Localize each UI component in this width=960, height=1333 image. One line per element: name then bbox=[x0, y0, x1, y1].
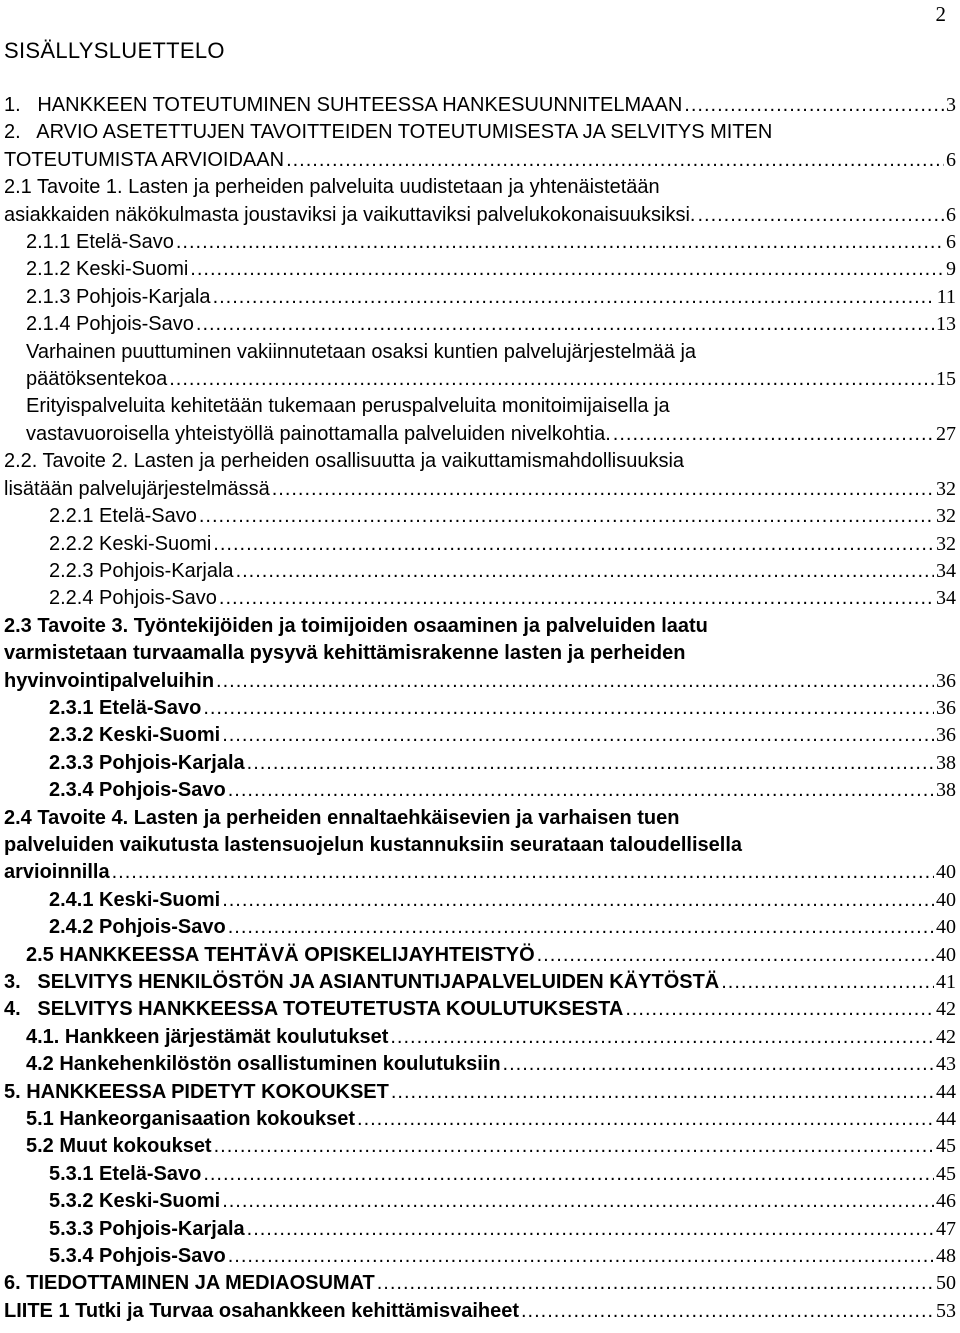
toc-page-number: 34 bbox=[936, 587, 956, 610]
dot-leader bbox=[377, 1270, 934, 1297]
dot-leader bbox=[222, 887, 934, 914]
toc-entry[interactable] bbox=[4, 750, 956, 777]
toc-entry[interactable] bbox=[4, 311, 956, 338]
dot-leader bbox=[247, 1216, 934, 1243]
toc-entry-text: varmistetaan turvaamalla pysyvä kehittämisrakenne lasten ja perheiden bbox=[4, 642, 686, 665]
toc-page-number: 27 bbox=[936, 422, 956, 445]
dot-leader bbox=[222, 722, 934, 749]
dot-leader bbox=[684, 92, 944, 119]
dot-leader bbox=[196, 311, 934, 338]
page-title: SISÄLLYSLUETTELO bbox=[4, 38, 225, 63]
toc-entry-text: 2.2. Tavoite 2. Lasten ja perheiden osallisuutta ja vaikuttamismahdollisuuksia bbox=[4, 450, 685, 473]
toc-entry-text: 4.2 Hankehenkilöstön osallistuminen koulutuksiin bbox=[26, 1053, 501, 1076]
dot-leader bbox=[236, 558, 934, 585]
toc-page-number: 36 bbox=[936, 669, 956, 692]
dot-leader bbox=[228, 1243, 934, 1270]
toc-page-number: 36 bbox=[936, 724, 956, 747]
dot-leader bbox=[190, 256, 944, 283]
dot-leader bbox=[357, 1106, 934, 1133]
dot-leader bbox=[391, 1079, 934, 1106]
dot-leader bbox=[214, 1133, 934, 1160]
toc-entry[interactable] bbox=[4, 393, 956, 448]
toc-entry-text: 2.2.4 Pohjois-Savo bbox=[49, 587, 217, 610]
toc-page-number: 34 bbox=[936, 559, 956, 582]
toc-entry[interactable] bbox=[4, 339, 956, 394]
toc-entry[interactable] bbox=[4, 887, 956, 914]
toc-page-number: 43 bbox=[936, 1053, 956, 1076]
toc-entry-text: 5.2 Muut kokoukset bbox=[26, 1135, 212, 1158]
toc-entry-text: 5.1 Hankeorganisaation kokoukset bbox=[26, 1108, 356, 1131]
toc-entry[interactable] bbox=[4, 942, 956, 969]
toc-entry-text: 4. SELVITYS HANKKEESSA TOTEUTETUSTA KOULUTUKSESTA bbox=[4, 998, 624, 1021]
toc-page-number: 45 bbox=[936, 1162, 956, 1185]
toc-page-number: 15 bbox=[936, 368, 956, 391]
dot-leader bbox=[390, 1024, 934, 1051]
toc-entry-text: 1. HANKKEEN TOTEUTUMINEN SUHTEESSA HANKESUUNNITELMAAN bbox=[4, 94, 683, 116]
toc-entry-text: päätöksentekoa bbox=[26, 368, 168, 391]
toc-entry-text: 2.3.1 Etelä-Savo bbox=[49, 696, 202, 719]
toc-entry-text: 2.3.2 Keski-Suomi bbox=[49, 724, 221, 747]
toc-page-number: 42 bbox=[936, 1025, 956, 1048]
toc-page-number: 40 bbox=[936, 888, 956, 911]
toc-page-number: 32 bbox=[936, 477, 956, 500]
toc-page-number: 42 bbox=[936, 998, 956, 1021]
toc-entry-text: 5.3.2 Keski-Suomi bbox=[49, 1190, 221, 1213]
toc-page-number: 11 bbox=[936, 285, 956, 308]
toc-entry-text: 2.1.2 Keski-Suomi bbox=[26, 258, 189, 281]
dot-leader bbox=[219, 585, 934, 612]
dot-leader bbox=[228, 914, 934, 941]
toc-entry-text: 2.1.4 Pohjois-Savo bbox=[26, 313, 194, 336]
dot-leader bbox=[503, 1051, 934, 1078]
toc-entry-text: 2.1.1 Etelä-Savo bbox=[26, 231, 174, 254]
dot-leader bbox=[625, 996, 934, 1023]
toc-entry[interactable] bbox=[4, 284, 956, 311]
toc-entry-text: TOTEUTUMISTA ARVIOIDAAN bbox=[4, 148, 285, 171]
toc-entry[interactable] bbox=[4, 503, 956, 530]
dot-leader bbox=[228, 777, 934, 804]
toc-entry-text: 5.3.1 Etelä-Savo bbox=[49, 1162, 202, 1185]
toc-entry-text: vastavuoroisella yhteistyöllä painottamalla palveluiden nivelkohtia. bbox=[26, 422, 611, 445]
toc-entry-text: 2.4.1 Keski-Suomi bbox=[49, 888, 221, 911]
dot-leader bbox=[521, 1298, 934, 1325]
dot-leader bbox=[213, 284, 935, 311]
toc-entry-text: 2.2.1 Etelä-Savo bbox=[49, 505, 197, 528]
dot-leader bbox=[213, 531, 934, 558]
toc-page-number: 46 bbox=[936, 1190, 956, 1213]
toc-entry[interactable] bbox=[4, 1298, 956, 1325]
toc-page-number: 3 bbox=[946, 94, 956, 116]
toc-page-number: 40 bbox=[936, 943, 956, 966]
toc-entry-text: 2.3.4 Pohjois-Savo bbox=[49, 779, 226, 802]
toc-entry-text: 2.1.3 Pohjois-Karjala bbox=[26, 285, 211, 308]
toc-page-number: 38 bbox=[936, 779, 956, 802]
toc-entry[interactable] bbox=[4, 585, 956, 612]
dot-leader bbox=[222, 1188, 934, 1215]
dot-leader bbox=[169, 366, 934, 393]
toc-entry[interactable] bbox=[4, 777, 956, 804]
toc-entry[interactable] bbox=[4, 1051, 956, 1078]
toc-entry[interactable] bbox=[4, 1270, 956, 1297]
dot-leader bbox=[721, 969, 934, 996]
dot-leader bbox=[203, 695, 934, 722]
toc-entry[interactable] bbox=[4, 531, 956, 558]
toc-entry-text: 2.4 Tavoite 4. Lasten ja perheiden ennaltaehkäisevien ja varhaisen tuen bbox=[4, 806, 680, 829]
toc-entry-text: 6. TIEDOTTAMINEN JA MEDIAOSUMAT bbox=[4, 1272, 375, 1295]
toc-page-number: 6 bbox=[946, 231, 956, 254]
toc-entry-text: 2.2.3 Pohjois-Karjala bbox=[49, 559, 234, 582]
toc-page-number: 48 bbox=[936, 1245, 956, 1268]
dot-leader bbox=[199, 503, 934, 530]
dot-leader bbox=[176, 229, 944, 256]
toc-page-number: 47 bbox=[936, 1217, 956, 1240]
toc-entry-text: 2. ARVIO ASETETTUJEN TAVOITTEIDEN TOTEUTUMISESTA JA SELVITYS MITEN bbox=[4, 121, 773, 144]
toc-page-number: 36 bbox=[936, 696, 956, 719]
toc-entry[interactable] bbox=[4, 1243, 956, 1270]
toc-entry[interactable] bbox=[4, 996, 956, 1023]
toc-entry[interactable] bbox=[4, 695, 956, 722]
toc-entry[interactable] bbox=[4, 969, 956, 996]
toc-entry-text: LIITE 1 Tutki ja Turvaa osahankkeen kehittämisvaiheet bbox=[4, 1299, 519, 1322]
toc-entry-text: 2.2.2 Keski-Suomi bbox=[49, 532, 212, 555]
dot-leader bbox=[613, 421, 934, 448]
toc-entry-text: 2.3 Tavoite 3. Työntekijöiden ja toimijoiden osaaminen ja palveluiden laatu bbox=[4, 614, 708, 637]
toc-entry-text: 2.5 HANKKEESSA TEHTÄVÄ OPISKELIJAYHTEISTYÖ bbox=[26, 943, 535, 966]
toc-entry-text: Varhainen puuttuminen vakiinnutetaan osaksi kuntien palvelujärjestelmää ja bbox=[26, 340, 697, 363]
toc-entry-text: 2.3.3 Pohjois-Karjala bbox=[49, 751, 245, 774]
page-number: 2 bbox=[935, 2, 946, 26]
toc-entry-text: Erityispalveluita kehitetään tukemaan peruspalveluita monitoimijaisella ja bbox=[26, 395, 670, 418]
dot-leader bbox=[697, 202, 944, 229]
toc-entry-text: 3. SELVITYS HENKILÖSTÖN JA ASIANTUNTIJAPALVELUIDEN KÄYTÖSTÄ bbox=[4, 971, 720, 993]
toc-entry[interactable] bbox=[4, 558, 956, 585]
toc-entry[interactable] bbox=[4, 1188, 956, 1215]
toc-entry-text: 5.3.3 Pohjois-Karjala bbox=[49, 1217, 245, 1240]
toc-entry-text: asiakkaiden näkökulmasta joustaviksi ja vaikuttaviksi palvelukokonaisuuksiksi. bbox=[4, 203, 696, 226]
toc-entry[interactable] bbox=[4, 722, 956, 749]
toc-page-number: 41 bbox=[936, 971, 956, 993]
toc-entry[interactable] bbox=[4, 1079, 956, 1106]
toc-entry-text: 5.3.4 Pohjois-Savo bbox=[49, 1245, 226, 1268]
toc-entry-text: 4.1. Hankkeen järjestämät koulutukset bbox=[26, 1025, 389, 1048]
toc-entry[interactable] bbox=[4, 914, 956, 941]
toc-page-number: 13 bbox=[936, 313, 956, 336]
toc-page-number: 32 bbox=[936, 532, 956, 555]
toc-entry-text: 5. HANKKEESSA PIDETYT KOKOUKSET bbox=[4, 1080, 389, 1103]
toc-entry[interactable] bbox=[4, 256, 956, 283]
toc-entry[interactable] bbox=[4, 1133, 956, 1160]
dot-leader bbox=[203, 1161, 934, 1188]
toc-page-number: 53 bbox=[936, 1299, 956, 1322]
toc-page-number: 50 bbox=[936, 1272, 956, 1295]
toc-entry[interactable] bbox=[4, 119, 956, 174]
toc-entry-text: 2.4.2 Pohjois-Savo bbox=[49, 916, 226, 939]
toc-page-number: 6 bbox=[946, 148, 956, 171]
dot-leader bbox=[537, 942, 934, 969]
table-of-contents bbox=[4, 92, 956, 1325]
dot-leader bbox=[216, 668, 934, 695]
toc-page-number: 44 bbox=[936, 1080, 956, 1103]
toc-entry[interactable] bbox=[4, 1106, 956, 1133]
toc-entry[interactable] bbox=[4, 448, 956, 503]
toc-page-number: 44 bbox=[936, 1108, 956, 1131]
dot-leader bbox=[247, 750, 934, 777]
toc-entry[interactable] bbox=[4, 1024, 956, 1051]
toc-entry-text: 2.1 Tavoite 1. Lasten ja perheiden palveluita uudistetaan ja yhtenäistetään bbox=[4, 176, 660, 199]
toc-page-number: 40 bbox=[936, 916, 956, 939]
toc-entry[interactable] bbox=[4, 613, 956, 695]
toc-page-number: 9 bbox=[946, 258, 956, 281]
toc-entry[interactable] bbox=[4, 1216, 956, 1243]
toc-entry[interactable] bbox=[4, 92, 956, 119]
toc-entry[interactable] bbox=[4, 1161, 956, 1188]
toc-entry-text: hyvinvointipalveluihin bbox=[4, 669, 215, 692]
dot-leader bbox=[272, 476, 934, 503]
toc-page-number: 40 bbox=[936, 861, 956, 884]
toc-entry[interactable] bbox=[4, 229, 956, 256]
toc-page-number: 6 bbox=[946, 203, 956, 226]
dot-leader bbox=[286, 147, 944, 174]
toc-entry-text: arvioinnilla bbox=[4, 861, 110, 884]
toc-entry-text: lisätään palvelujärjestelmässä bbox=[4, 477, 270, 500]
toc-entry[interactable] bbox=[4, 174, 956, 229]
toc-page-number: 45 bbox=[936, 1135, 956, 1158]
toc-page-number: 38 bbox=[936, 751, 956, 774]
toc-page-number: 32 bbox=[936, 505, 956, 528]
dot-leader bbox=[112, 859, 934, 886]
toc-entry-text: palveluiden vaikutusta lastensuojelun kustannuksiin seurataan taloudellisella bbox=[4, 833, 742, 856]
toc-entry[interactable] bbox=[4, 805, 956, 887]
